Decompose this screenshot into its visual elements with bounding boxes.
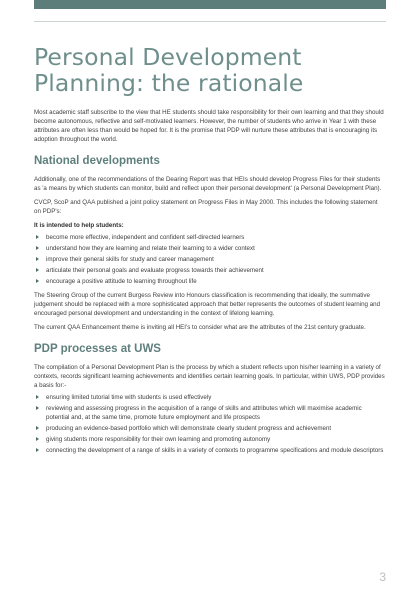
list-item	[34, 404, 386, 422]
list-item-text: articulate their personal goals and evaluate progress towards their achievement	[46, 267, 264, 274]
list-item-text: understand how they are learning and relate their learning to a wider context	[46, 245, 255, 252]
triangle-bullet-icon	[36, 257, 39, 261]
list-item	[34, 277, 386, 286]
header-rule	[34, 21, 386, 22]
triangle-bullet-icon	[36, 268, 39, 272]
list-item-text: become more effective, independent and confident self-directed learners	[46, 234, 245, 241]
intro-paragraph: Most academic staff subscribe to the view that HE students should take responsibility for their own learning and that they should become autonomous, reflective and self-motivated learners. However, the number of students who arrive in Year 1 with these attributes are often less than would be hoped for. It is the promise that PDP will nurture these attributes that is encouraging its adoption throughout the world.	[34, 109, 384, 143]
list-item-text: giving students more responsibility for their own learning and promoting autonomy	[46, 436, 271, 443]
list-item	[34, 446, 386, 455]
page-number: 3	[379, 570, 386, 584]
list-item	[34, 233, 386, 242]
triangle-bullet-icon	[36, 395, 39, 399]
triangle-bullet-icon	[36, 437, 39, 441]
list-item-text: producing an evidence-based portfolio which will demonstrate clearly student progress and achievement	[46, 425, 332, 432]
uws-bullet-list	[34, 393, 386, 455]
uws-paragraph-1: The compilation of a Personal Development Plan is the process by which a student reflects upon his/her learning in a variety of contexts, records significant learning achievements and identifies certain learning goals. In particular, within UWS, PDP provides a basis for:-	[34, 364, 385, 389]
list-item	[34, 255, 386, 264]
section-heading-uws: PDP processes at UWS	[34, 343, 161, 355]
section-heading-national: National developments	[34, 155, 160, 167]
page-title: Personal Development Planning: the rationale	[34, 43, 304, 97]
list-item	[34, 435, 386, 444]
triangle-bullet-icon	[36, 279, 39, 283]
list-item-text: ensuring limited tutorial time with students is used effectively	[46, 394, 212, 401]
national-paragraph-1: Additionally, one of the recommendations of the Dearing Report was that HEIs should develop Progress Files for their students as 'a means by which students can monitor, build and reflect upon their personal development' (a Personal Development Plan).	[34, 176, 382, 192]
list-item-text: encourage a positive attitude to learning throughout life	[46, 278, 197, 285]
list-item-text: reviewing and assessing progress in the acquisition of a range of skills and attributes which will maximise academic potential and, at the same time, promote future employment and life prospects	[46, 405, 362, 421]
triangle-bullet-icon	[36, 246, 39, 250]
list-item	[34, 424, 386, 433]
triangle-bullet-icon	[36, 235, 39, 239]
triangle-bullet-icon	[36, 426, 39, 430]
national-paragraph-4: The current QAA Enhancement theme is inviting all HEI's to consider what are the attributes of the 21st century graduate.	[34, 324, 366, 331]
triangle-bullet-icon	[36, 448, 39, 452]
triangle-bullet-icon	[36, 406, 39, 410]
page-content	[34, 44, 386, 455]
national-bullet-list	[34, 233, 386, 286]
list-item	[34, 244, 386, 253]
national-paragraph-2: CVCP, ScoP and QAA published a joint policy statement on Progress Files in May 2000. This includes the following statement on PDP's:	[34, 199, 378, 215]
national-paragraph-3: The Steering Group of the current Burgess Review into Honours classification is recommending that ideally, the summative judgement should be replaced with a more sophisticated approach that better represents the outcomes of student learning and encouraged personal development and understanding in the context of lifelong learning.	[34, 292, 381, 317]
list-item-text: improve their general skills for study and career management	[46, 256, 214, 263]
list-item	[34, 266, 386, 275]
list-item	[34, 393, 386, 402]
national-lead: It is intended to help students:	[34, 222, 124, 229]
list-item-text: connecting the development of a range of skills in a variety of contexts to programme specifications and module descriptors	[46, 447, 384, 454]
header-band	[34, 0, 386, 9]
